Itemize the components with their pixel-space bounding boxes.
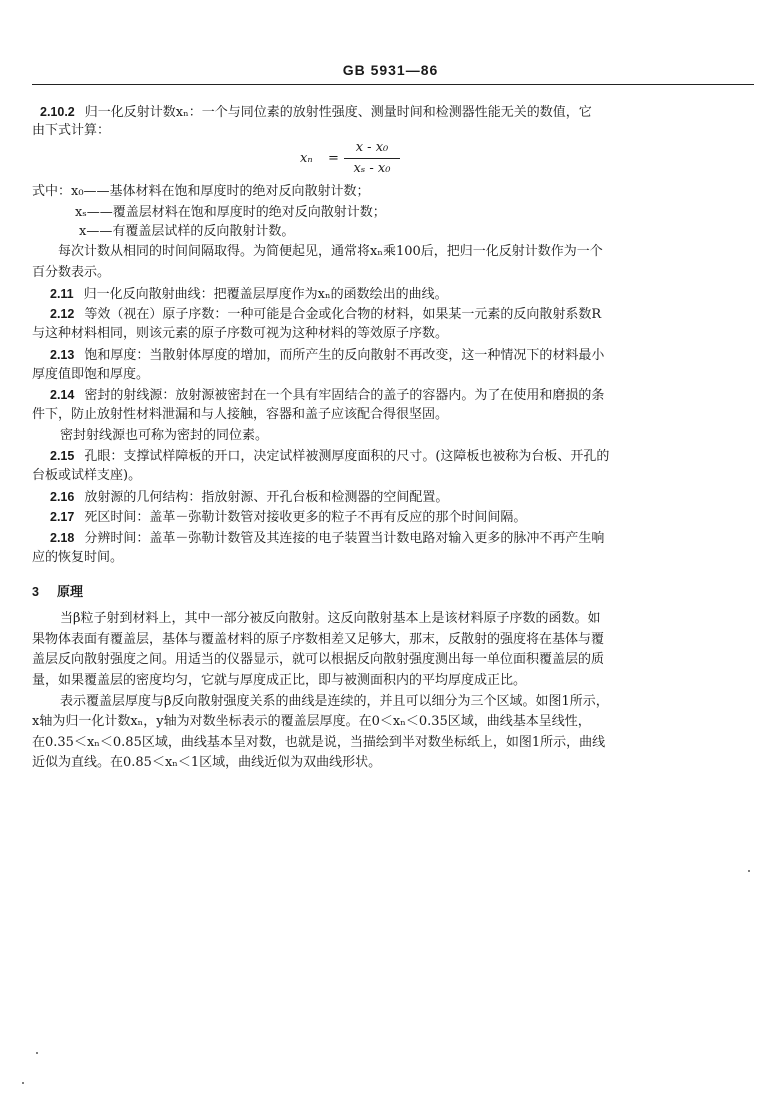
text-line bbox=[50, 286, 448, 303]
text-line: x——有覆盖层试样的反向散射计数。 bbox=[79, 224, 295, 239]
text-line: 由下式计算： bbox=[32, 123, 111, 138]
text-line: x轴为归一化计数xₙ，y轴为对数坐标表示的覆盖层厚度。在0＜xₙ＜0.35区域，曲线基本呈线性， bbox=[32, 714, 591, 729]
scan-speck bbox=[36, 1052, 38, 1054]
text-line bbox=[50, 448, 609, 465]
text-line: 量，如果覆盖层的密度均匀，它就与厚度成正比，即与被测面积内的平均厚度成正比。 bbox=[32, 673, 527, 688]
text-line: 近似为直线。在0.85＜xₙ＜1区域，曲线近似为双曲线形状。 bbox=[32, 755, 382, 770]
clause-number: 2.16 bbox=[50, 490, 75, 504]
standard-number-header: GB 5931—86 bbox=[342, 62, 439, 78]
text-line: 台板或试样支座)。 bbox=[32, 468, 142, 483]
text-line: 件下，防止放射性材料泄漏和与人接触，容器和盖子应该配合得很坚固。 bbox=[32, 407, 449, 422]
text-line bbox=[50, 509, 526, 526]
clause-number: 2.12 bbox=[50, 307, 75, 321]
text-line: 式中：x₀——基体材料在饱和厚度时的绝对反向散射计数； bbox=[32, 184, 370, 199]
text-line: 当β粒子射到材料上，其中一部分被反向散射。这反向散射基本上是该材料原子序数的函数。如 bbox=[60, 611, 601, 626]
formula-lhs: xₙ bbox=[300, 151, 313, 166]
clause-text: 死区时间：盖革－弥勒计数管对接收更多的粒子不再有反应的那个时间间隔。 bbox=[84, 510, 527, 525]
scan-speck bbox=[22, 1082, 24, 1084]
header-rule bbox=[32, 84, 754, 85]
text-line bbox=[50, 387, 604, 404]
clause-number: 2.18 bbox=[50, 531, 75, 545]
text-line: 与这种材料相同，则该元素的原子序数可视为这种材料的等效原子序数。 bbox=[32, 326, 449, 341]
text-line: 每次计数从相同的时间间隔取得。为简便起见，通常将xₙ乘100后，把归一化反射计数作为一个 bbox=[58, 244, 603, 259]
text-line bbox=[50, 306, 601, 323]
text-line: 在0.35＜xₙ＜0.85区域，曲线基本呈对数，也就是说，当描绘到半对数坐标纸上，如图1所示，曲线 bbox=[32, 735, 606, 750]
clause-number: 2.11 bbox=[50, 287, 74, 301]
text-line: 盖层反向散射强度之间。用适当的仪器显示，就可以根据反向散射强度测出每一单位面积覆盖层的质 bbox=[32, 652, 605, 667]
fraction-bar bbox=[344, 158, 400, 159]
formula-numerator: x - x₀ bbox=[355, 140, 389, 155]
text-line: 表示覆盖层厚度与β反向散射强度关系的曲线是连续的，并且可以细分为三个区域。如图1所示， bbox=[60, 694, 609, 709]
text-line: xₛ——覆盖层材料在饱和厚度时的绝对反向散射计数； bbox=[75, 205, 386, 220]
clause-text: 放射源的几何结构：指放射源、开孔台板和检测器的空间配置。 bbox=[84, 490, 449, 505]
text-line bbox=[50, 489, 448, 506]
text-line: 果物体表面有覆盖层，基体与覆盖材料的原子序数相差又足够大，那末，反散射的强度将在基体与覆 bbox=[32, 632, 605, 647]
text-line: 百分数表示。 bbox=[32, 265, 111, 280]
scan-speck bbox=[748, 870, 750, 872]
clause-number: 2.14 bbox=[50, 388, 75, 402]
clause-text: 等效（视在）原子序数：一种可能是合金或化合物的材料，如果某一元素的反向散射系数R bbox=[84, 307, 602, 322]
clause-text: 密封的射线源：放射源被密封在一个具有牢固结合的盖子的容器内。为了在使用和磨损的条 bbox=[84, 388, 605, 403]
formula-equals: = bbox=[328, 151, 339, 166]
formula-denominator: xₛ - x₀ bbox=[353, 161, 391, 176]
clause-number: 2.13 bbox=[50, 348, 75, 362]
normalized-count-formula bbox=[300, 140, 410, 180]
text-line bbox=[50, 347, 604, 364]
text-line bbox=[50, 530, 604, 547]
clause-number: 2.17 bbox=[50, 510, 75, 524]
section-title: 原理 bbox=[56, 585, 83, 600]
clause-text: 归一化反射计数xₙ：一个与同位素的放射性强度、测量时间和检测器性能无关的数值，它 bbox=[84, 105, 592, 120]
text-line bbox=[40, 104, 592, 121]
clause-text: 分辨时间：盖革－弥勒计数管及其连接的电子装置当计数电路对输入更多的脉冲不再产生响 bbox=[84, 531, 605, 546]
clause-number: 2.15 bbox=[50, 449, 75, 463]
text-line: 厚度值即饱和厚度。 bbox=[32, 367, 150, 382]
section-heading bbox=[32, 584, 83, 601]
clause-text: 归一化反向散射曲线：把覆盖层厚度作为xₙ的函数绘出的曲线。 bbox=[83, 287, 448, 302]
text-line: 密封射线源也可称为密封的同位素。 bbox=[60, 428, 269, 443]
clause-number: 2.10.2 bbox=[40, 105, 75, 119]
clause-text: 孔眼：支撑试样障板的开口，决定试样被测厚度面积的尺寸。(这障板也被称为台板、开孔的 bbox=[84, 449, 610, 464]
clause-text: 饱和厚度：当散射体厚度的增加，而所产生的反向散射不再改变，这一种情况下的材料最小 bbox=[84, 348, 605, 363]
section-number: 3 bbox=[32, 585, 39, 599]
text-line: 应的恢复时间。 bbox=[32, 550, 124, 565]
